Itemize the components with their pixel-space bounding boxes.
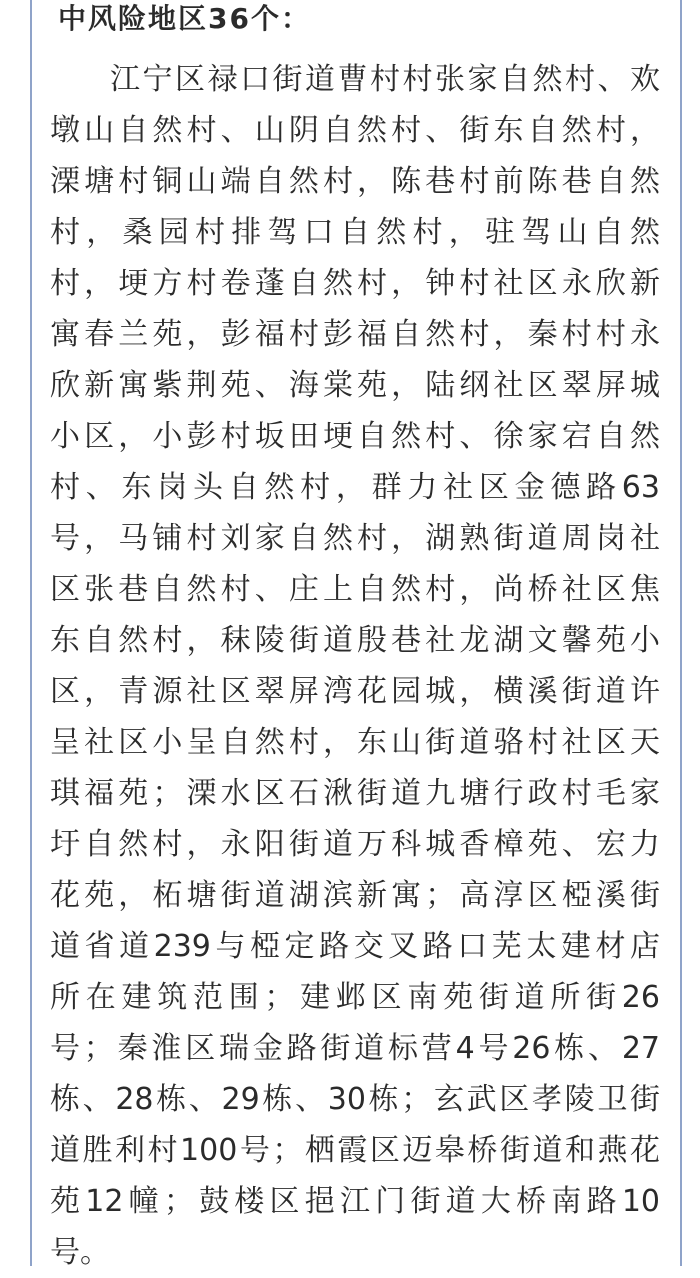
frame-left-border <box>30 0 32 1266</box>
text-line: 栋、28栋、29栋、30栋；玄武区孝陵卫街 <box>50 1082 660 1117</box>
text-line: 区，青源社区翠屏湾花园城，横溪街道许 <box>50 674 660 709</box>
text-line: 江宁区禄口街道曹村村张家自然村、欢 <box>110 62 660 97</box>
paragraph <box>50 54 660 1278</box>
text-line: 呈社区小呈自然村，东山街道骆村社区天 <box>50 725 660 760</box>
text-line: 村，桑园村排驾口自然村，驻驾山自然 <box>50 215 660 250</box>
text-line: 圩自然村，永阳街道万科城香樟苑、宏力 <box>50 827 660 862</box>
text-line: 花苑，柘塘街道湖滨新寓；高淳区椏溪街 <box>50 878 660 913</box>
text-line: 欣新寓紫荆苑、海棠苑，陆纲社区翠屏城 <box>50 368 660 403</box>
text-line: 溧塘村铜山端自然村，陈巷村前陈巷自然 <box>50 164 660 199</box>
text-line: 号，马铺村刘家自然村，湖熟街道周岗社 <box>50 521 660 556</box>
text-line: 所在建筑范围；建邺区南苑街道所街26 <box>50 980 660 1015</box>
text-line: 东自然村，秣陵街道殷巷社龙湖文馨苑小 <box>50 623 660 658</box>
text-line: 小区，小彭村坂田埂自然村、徐家宕自然 <box>50 419 660 454</box>
frame-right-border <box>680 0 682 1266</box>
text-line: 区张巷自然村、庄上自然村，尚桥社区焦 <box>50 572 660 607</box>
text-line: 道胜利村100号；栖霞区迈皋桥街道和燕花 <box>50 1133 660 1168</box>
text-line: 号；秦淮区瑞金路街道标营4号26栋、27 <box>50 1031 660 1066</box>
text-line: 村，埂方村卷蓬自然村，钟村社区永欣新 <box>50 266 660 301</box>
text-line: 苑12幢；鼓楼区挹江门街道大桥南路10 <box>50 1184 660 1219</box>
section-heading: 中风险地区36个： <box>58 2 311 35</box>
text-line: 寓春兰苑，彭福村彭福自然村，秦村村永 <box>50 317 660 352</box>
text-line: 号。 <box>50 1235 110 1270</box>
text-line: 琪福苑；溧水区石湫街道九塘行政村毛家 <box>50 776 660 811</box>
text-line: 墩山自然村、山阴自然村、街东自然村， <box>50 113 660 148</box>
text-line: 道省道239与椏定路交叉路口芜太建材店 <box>50 929 660 964</box>
text-line: 村、东岗头自然村，群力社区金德路63 <box>50 470 660 505</box>
